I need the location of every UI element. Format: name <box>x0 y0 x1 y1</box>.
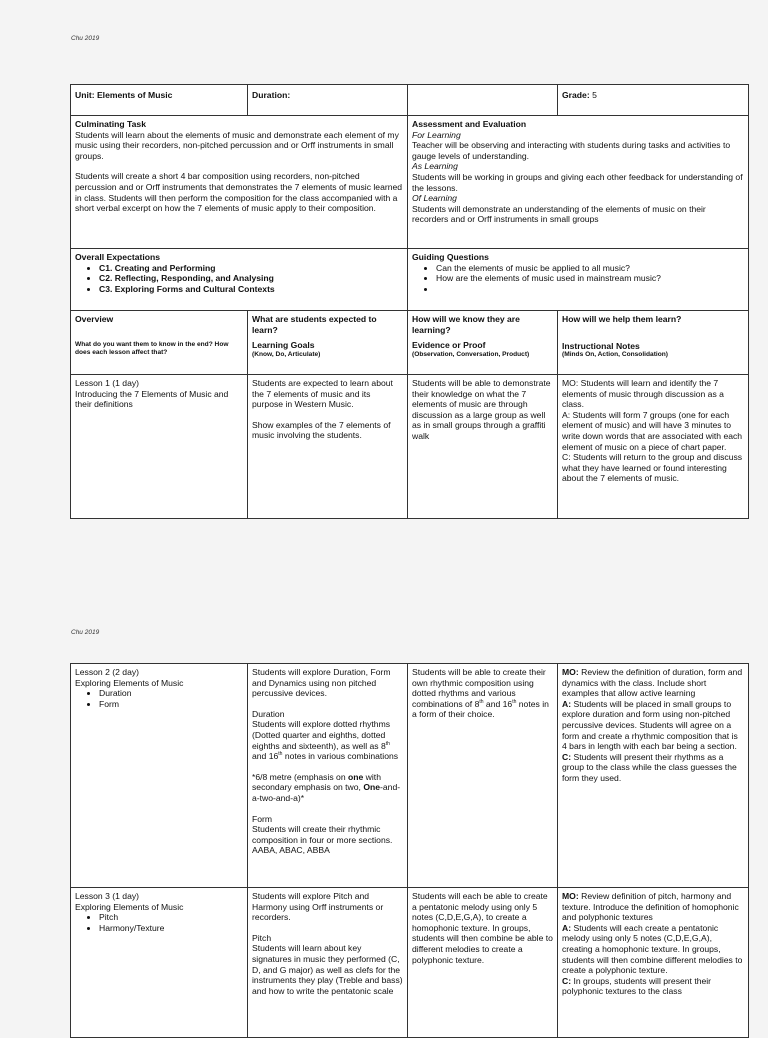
overview-subtitle: What do you want them to know in the end? How does each lesson affect that? <box>75 340 229 356</box>
lesson2-evidence: Students will be able to create their own rhythmic composition using dotted rhythms and various combinations of 8th and 16th notes in a form of their choice. <box>412 667 549 720</box>
lesson1-goals-paragraph: Students are expected to learn about the 7 elements of music and its purpose in Western Music. <box>252 378 393 410</box>
culminating-paragraph-2: Students will create a short 4 bar composition using recorders, non-pitched percussion and or Orff instruments that demonstrates the 7 elements of music learned in class. Students will then perform the composition for the class accompanied with a short verbal excerpt on how the 7 elements of music apply to their composition. <box>75 171 403 214</box>
culminating-task-cell <box>71 116 408 249</box>
lesson3-goals-intro: Students will explore Pitch and Harmony using Orff instruments or recorders. <box>252 891 384 923</box>
lesson2-notes-cell <box>558 664 749 888</box>
grade-cell: Grade: 5 <box>558 85 749 116</box>
know-header-cell <box>408 311 558 375</box>
learning-goals-subtitle: (Know, Do, Articulate) <box>252 350 321 358</box>
as-learning-label: As Learning <box>412 161 458 172</box>
lesson2-topic: • Duration <box>99 688 243 699</box>
guiding-question: • How are the elements of music used in mainstream music? <box>436 273 744 284</box>
lesson2-evidence-cell <box>408 664 558 888</box>
unit-plan-table-page1 <box>70 84 749 519</box>
expectation-item: • C1. Creating and Performing <box>99 263 403 274</box>
lesson1-description: Introducing the 7 Elements of Music and their definitions <box>75 388 229 410</box>
culminating-paragraph-1: Students will learn about the elements of music and demonstrate each element of my music using their recorders, non-pitched percussion and or Orff instruments in small groups. <box>75 129 399 161</box>
for-learning-label: For Learning <box>412 129 461 140</box>
lesson2-notes-c: C: Students will present their rhythms as a group to the class while the class guesses the form they used. <box>562 751 737 783</box>
lesson1-evidence-cell <box>408 375 558 519</box>
know-title: How will we know they are learning? <box>412 314 520 335</box>
lesson1-title: Lesson 1 (1 day) <box>75 378 140 388</box>
expectation-item: • C2. Reflecting, Responding, and Analysing <box>99 273 403 284</box>
form-label: Form <box>252 813 273 824</box>
lesson3-topic: • Harmony/Texture <box>99 923 243 934</box>
metre-text: *6/8 metre (emphasis on one with secondary emphasis on two, One-and-a-two-and-a)* <box>252 771 401 803</box>
duration-label: Duration <box>252 708 285 719</box>
guiding-title: Guiding Questions <box>412 252 489 262</box>
expectation-item: • C3. Exploring Forms and Cultural Contexts <box>99 284 403 295</box>
lesson3-description: Exploring Elements of Music <box>75 901 184 912</box>
lesson3-overview-cell <box>71 888 248 1038</box>
lesson3-notes-c: C: In groups, students will present their polyphonic textures to the class <box>562 975 712 997</box>
expectations-title: Overall Expectations <box>75 252 161 262</box>
help-title: How will we help them learn? <box>562 314 682 324</box>
culminating-title: Culminating Task <box>75 119 146 129</box>
guiding-question: • Can the elements of music be applied to all music? <box>436 263 744 274</box>
lesson3-goals-cell <box>248 888 408 1038</box>
guiding-question <box>436 284 744 295</box>
page-header: Chu 2019 <box>71 629 100 636</box>
guiding-questions-cell <box>408 249 749 311</box>
lesson3-notes-mo: MO: Review definition of pitch, harmony and texture. Introduce the definition of homophonic and polyphonic textures <box>562 891 739 923</box>
notes-title: Instructional Notes <box>562 340 640 351</box>
as-learning-text: Students will be working in groups and giving each other feedback for understanding of the lessons. <box>412 171 743 193</box>
lesson1-notes-a: A: Students will form 7 groups (one for each element of music) and will have 3 minutes to write down words that are associated with each element of music on a piece of chart paper. <box>562 409 743 452</box>
overview-header-cell <box>71 311 248 375</box>
lesson3-topic: • Pitch <box>99 912 243 923</box>
overall-expectations-cell <box>71 249 408 311</box>
lesson2-topic: • Form <box>99 699 243 710</box>
lesson2-overview-cell <box>71 664 248 888</box>
help-header-cell <box>558 311 749 375</box>
expected-title: What are students expected to learn? <box>252 314 377 335</box>
lesson2-title: Lesson 2 (2 day) <box>75 667 140 677</box>
lesson3-notes-a: A: Students will each create a pentatonic melody using only 5 notes (C,D,E,G,A), creating a homophonic texture. In groups, students will then combine different melodies to create a polyphonic texture. <box>562 922 743 976</box>
lesson3-evidence-cell <box>408 888 558 1038</box>
lesson1-notes-mo: MO: Students will learn and identify the 7 elements of music through discussion as a class. <box>562 378 724 410</box>
notes-subtitle: (Minds On, Action, Consolidation) <box>562 351 668 359</box>
lesson3-evidence: Students will each be able to create a pentatonic melody using only 5 notes (C,D,E,G,A), to create a homophonic texture. In groups, students will then combine be able to different melodies to create a polyphonic texture. <box>412 891 553 965</box>
lesson2-notes-a: A: Students will be placed in small groups to explore duration and form using non-pitched percussive devices. Students will agree on a form and create a rhythmic composition that is 4 bars in length with each bar being a section. <box>562 698 738 752</box>
pitch-label: Pitch <box>252 932 272 943</box>
unit-plan-table-page2 <box>70 663 749 1038</box>
expected-header-cell <box>248 311 408 375</box>
overview-title: Overview <box>75 314 114 324</box>
lesson3-title: Lesson 3 (1 day) <box>75 891 140 901</box>
lesson2-goals-cell <box>248 664 408 888</box>
pitch-text: Students will learn about key signatures in music they performed (C, D, and G major) as well as clefs for the instruments they play (Treble and bass) and how to write the pentatonic scale <box>252 943 403 996</box>
lesson2-description: Exploring Elements of Music <box>75 677 184 688</box>
of-learning-text: Students will demonstrate an understanding of the elements of music on their recorders and or Orff instruments in small groups <box>412 203 706 225</box>
empty-cell <box>408 85 558 116</box>
duration-cell: Duration: <box>248 85 408 116</box>
lesson3-notes-cell <box>558 888 749 1038</box>
of-learning-label: Of Learning <box>412 193 457 204</box>
unit-cell: Unit: Elements of Music <box>71 85 248 116</box>
lesson1-notes-c: C: Students will return to the group and discuss what they have learned or found interesting about the 7 elements of music. <box>562 452 743 484</box>
learning-goals-title: Learning Goals <box>252 340 315 351</box>
duration-text: Students will explore dotted rhythms (Dotted quarter and eighths, dotted eighths and sixteenth), as well as 8th and 16th notes in various combinations <box>252 719 399 762</box>
form-text: Students will create their rhythmic composition in four or more sections. AABA, ABAC, ABBA <box>252 824 393 856</box>
page-header: Chu 2019 <box>71 35 100 42</box>
for-learning-text: Teacher will be observing and interacting with students during tasks and activities to gauge levels of understanding. <box>412 140 731 161</box>
lesson1-goals-cell <box>248 375 408 519</box>
assessment-title: Assessment and Evaluation <box>412 119 527 129</box>
assessment-cell <box>408 116 749 249</box>
evidence-subtitle: (Observation, Conversation, Product) <box>412 350 530 358</box>
lesson1-overview-cell <box>71 375 248 519</box>
lesson2-notes-mo: MO: Review the definition of duration, form and dynamics with the class. Include short examples that allow active learning <box>562 667 743 699</box>
lesson1-evidence: Students will be able to demonstrate their knowledge on what the 7 elements of music are through discussion as a large group as well as in small groups through a graffiti walk <box>412 378 551 441</box>
lesson1-goals-paragraph: Show examples of the 7 elements of music involving the students. <box>252 419 391 441</box>
evidence-title: Evidence or Proof <box>412 340 486 351</box>
lesson2-goals-intro: Students will explore Duration, Form and Dynamics using non pitched percussive devices. <box>252 667 391 699</box>
lesson1-notes-cell <box>558 375 749 519</box>
